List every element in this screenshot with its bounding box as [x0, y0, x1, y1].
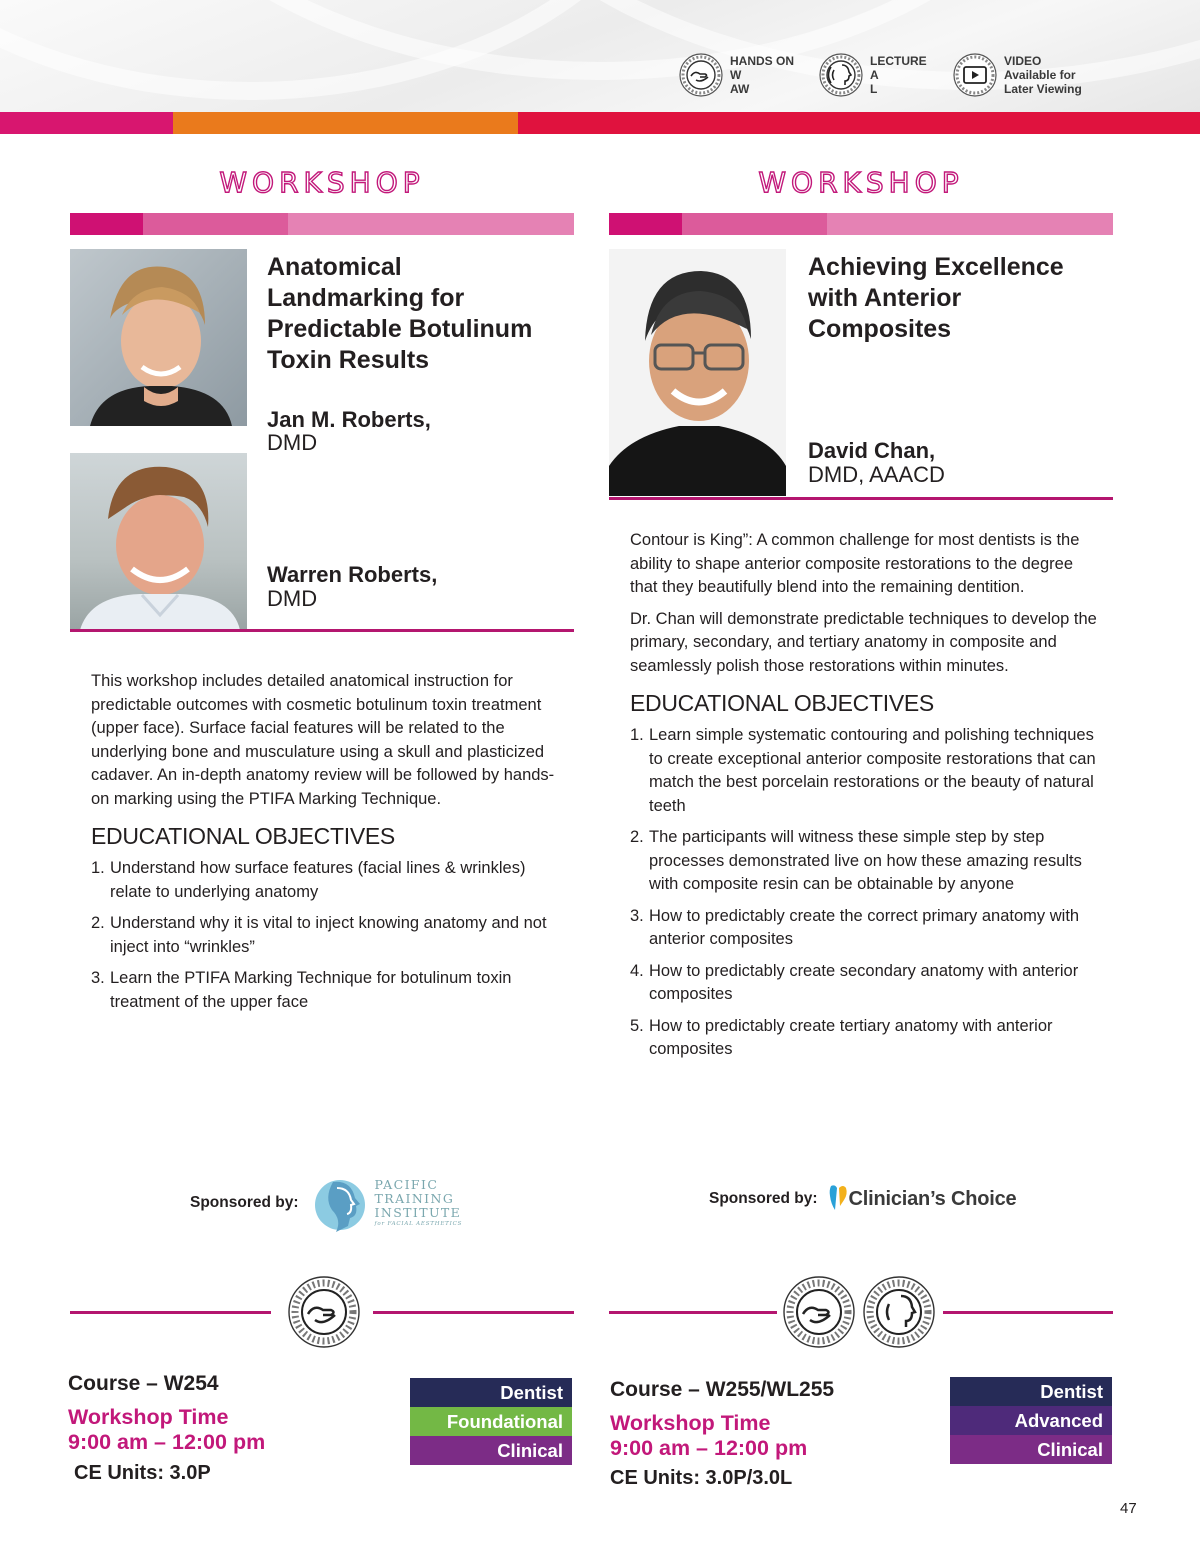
presenter-credentials: DMD: [267, 430, 318, 455]
objective-item: 4. How to predictably create secondary anatomy with anterior composites: [630, 961, 1079, 1003]
course-info-divider: [609, 1311, 777, 1314]
legend-video: VIDEO Available for Later Viewing: [952, 52, 1082, 98]
sponsor-block: [190, 1174, 462, 1232]
legend-lecture: LECTURE A L: [818, 52, 927, 98]
tag-category: Clinical: [950, 1435, 1112, 1464]
objective-item: 5. How to predictably create tertiary anatomy with anterior composites: [630, 1016, 1053, 1058]
objective-item: 1. Learn simple systematic contouring and polishing techniques to create exceptional anterior composite restorations that can match the best porcelain restorations or the beauty of natural teeth: [630, 726, 1096, 815]
presenter-credentials: DMD, AAACD: [808, 462, 945, 487]
tag-level: Advanced: [950, 1406, 1112, 1435]
presenter-credentials: DMD: [267, 586, 318, 611]
course-info-divider: [943, 1311, 1113, 1314]
sponsor-label: Sponsored by:: [709, 1190, 818, 1207]
legend-hands-on: HANDS ON W AW: [678, 52, 794, 98]
section-bar: [609, 213, 1113, 235]
objectives-heading: EDUCATIONAL OBJECTIVES: [630, 690, 934, 716]
presenter-photo-warren-roberts: [70, 453, 247, 630]
lecture-icon: [861, 1274, 937, 1350]
presenter-name: David Chan,: [808, 438, 936, 463]
ce-units: CE Units: 3.0P: [74, 1462, 211, 1484]
tag-level: Foundational: [410, 1407, 572, 1436]
workshop-time: Workshop Time 9:00 am – 12:00 pm: [610, 1411, 808, 1460]
objective-item: 2. Understand why it is vital to inject knowing anatomy and not inject into “wrinkles”: [91, 914, 547, 956]
course-code: Course – W254: [68, 1372, 219, 1395]
section-bar: [70, 213, 574, 235]
tag-audience: Dentist: [950, 1377, 1112, 1406]
header-bar-pink: [0, 112, 173, 134]
objective-item: 1. Understand how surface features (facial lines & wrinkles) relate to underlying anatomy: [91, 859, 526, 901]
pacific-training-institute-logo: PACIFIC TRAINING INSTITUTE for FACIAL AESTHETICS: [313, 1174, 463, 1232]
presenter-photo-david-chan: [609, 249, 786, 496]
objectives-list: [630, 724, 1100, 1062]
workshop-heading: WORKSHOP: [219, 166, 425, 199]
workshop-heading: WORKSHOP: [758, 166, 964, 199]
hands-on-icon: [678, 52, 724, 98]
presenter-divider: [609, 497, 1113, 500]
course-info-divider: [70, 1311, 271, 1314]
workshop-time: Workshop Time 9:00 am – 12:00 pm: [68, 1405, 266, 1454]
lecture-icon: [818, 52, 864, 98]
sponsor-label: Sponsored by:: [190, 1194, 299, 1211]
course-description: This workshop includes detailed anatomical instruction for predictable outcomes with cosmetic botulinum toxin treatment (upper face). Surface facial features will be related to the underlying bone and musculature using a skull and plasticized cadaver. An in-depth anatomy review will be followed by hands-on marking using the PTIFA Marking Technique. EDUCATIONAL OBJECTIVES 1. Understand how surface features (facial lines & wrinkles) relate to underlying anatomy 2. Understand why it is vital to inject knowing anatomy and not inject into “wrinkles” 3. Learn the PTIFA Marking Technique for botulinum toxin treatment of the upper face: [91, 670, 561, 1022]
objectives-list: [91, 857, 561, 1014]
tooth-logo-icon: [828, 1184, 848, 1214]
page-header: [0, 0, 1200, 112]
hands-on-icon: [781, 1274, 857, 1350]
course-title: Achieving Excellence with Anterior Composites: [808, 253, 1064, 343]
course-tags: [410, 1378, 572, 1465]
tag-category: Clinical: [410, 1436, 572, 1465]
presenter-name: Warren Roberts,: [267, 562, 438, 587]
presenter-name: Jan M. Roberts,: [267, 407, 431, 432]
course-code: Course – W255/WL255: [610, 1378, 835, 1401]
header-bar-orange: [173, 112, 518, 134]
course-tags: [950, 1377, 1112, 1464]
presenter-photo-jan-roberts: [70, 249, 247, 426]
course-info-divider: [373, 1311, 574, 1314]
objective-item: 3. How to predictably create the correct primary anatomy with anterior composites: [630, 906, 1080, 948]
objective-item: 2. The participants will witness these simple step by step processes demonstrated live on how these amazing results with composite resin can be obtainable by anyone: [630, 828, 1082, 893]
header-bar-red: [518, 112, 1200, 134]
course-description: Contour is King”: A common challenge for most dentists is the ability to shape anterior composite restorations to the degree that they beautifully blend into the remaining dentition. Dr. Chan will demonstrate predictable techniques to develop the primary, secondary, and tertiary anatomy in composite and seamlessly polish those restorations within minutes. EDUCATIONAL OBJECTIVES 1. Learn simple systematic contouring and polishing techniques to create exceptional anterior composite restorations that can match the best porcelain restorations or the beauty of natural teeth 2. The participants will witness these simple step by step processes demonstrated live on how these amazing results with composite resin can be obtainable by anyone 3. How to predictably create the correct primary anatomy with anterior composites 4. How to predictably create secondary anatomy with anterior composites 5. How to predictably create tertiary anatomy with anterior composites: [630, 529, 1100, 1070]
presenter-divider: [70, 629, 574, 632]
face-profile-icon: [313, 1174, 367, 1232]
page-number: 47: [1120, 1500, 1137, 1517]
objective-item: 3. Learn the PTIFA Marking Technique for botulinum toxin treatment of the upper face: [91, 969, 512, 1011]
ce-units: CE Units: 3.0P/3.0L: [610, 1467, 793, 1489]
clinicians-choice-logo: Clinician’s Choice: [828, 1184, 1017, 1214]
video-icon: [952, 52, 998, 98]
sponsor-block: [709, 1184, 1016, 1214]
hands-on-icon: [286, 1274, 362, 1350]
course-title: Anatomical Landmarking for Predictable Botulinum Toxin Results: [267, 253, 533, 374]
objectives-heading: EDUCATIONAL OBJECTIVES: [91, 823, 395, 849]
tag-audience: Dentist: [410, 1378, 572, 1407]
